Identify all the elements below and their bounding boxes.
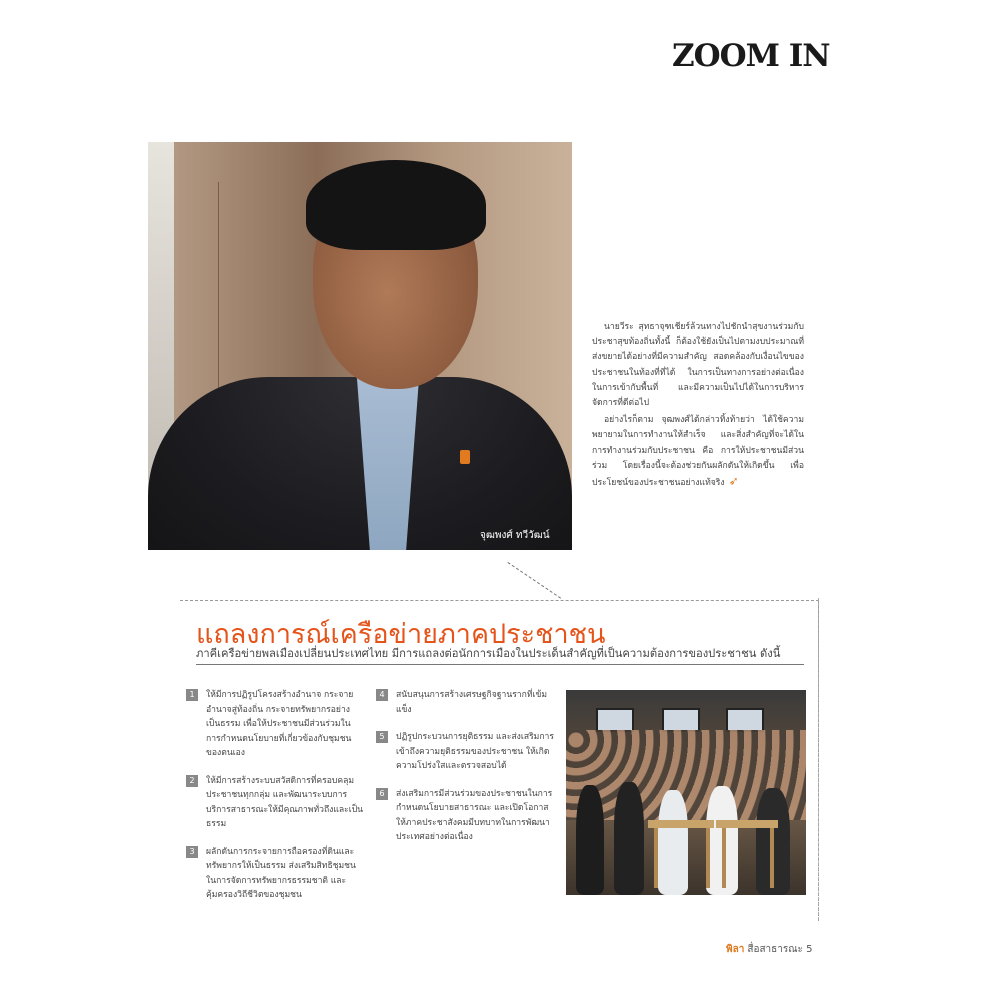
meeting-person: [576, 785, 604, 895]
items-column-left: [186, 688, 364, 916]
article-paragraph-2-text: อย่างไรก็ตาม จุฒพงศ์ได้กล่าวทิ้งท้ายว่า ได้ใช้ความพยายามในการทำงานให้สำเร็จ และสิ่งสำคัญที่จะได้ในการทำงานร่วมกับประชาชน คือ การให้ประชาชนมีส่วนร่วม โดยเรื่องนี้จะต้องช่วยกันผลักดันให้เกิดขึ้น เพื่อประโยชน์ของประชาชนอย่างแท้จริง: [592, 415, 804, 489]
meeting-screen: [596, 708, 634, 732]
photo-hair: [306, 160, 486, 250]
photo-caption: จุฒพงศ์ ทวีวัฒน์: [480, 530, 550, 541]
item-text: ให้มีการปฏิรูปโครงสร้างอำนาจ กระจายอำนาจสู่ท้องถิ่น กระจายทรัพยากรอย่างเป็นธรรม เพื่อให้ประชาชนมีส่วนร่วมในการกำหนดนโยบายที่เกี่ยวข้องกับชุมชนของตนเอง: [206, 690, 354, 758]
footer-label: สื่อสาธารณะ: [747, 944, 803, 955]
item-text: ส่งเสริมการมีส่วนร่วมของประชาชนในการกำหนดนโยบายสาธารณะ และเปิดโอกาสให้ภาคประชาสังคมมีบทบาทในการพัฒนาประเทศอย่างต่อเนื่อง: [396, 788, 553, 842]
list-item: [186, 774, 364, 832]
list-item: [186, 845, 364, 903]
section-header-title: ZOOM IN: [672, 38, 830, 74]
page-footer: [726, 942, 812, 957]
item-number-badge: 5: [376, 731, 388, 743]
article-paragraph-1: นายวีระ สุทธาจุฑเชียร์ล้วนทางไปชักนำสุขงานร่วมกับประชาสุขท้องถิ่นทั้งนี้ ก็ต้องใช้ยังเป็นไปตามงบประมาณที่ส่งขยายได้อย่างที่มีความสำคัญ สอดคล้องกับเงื่อนไขของประชาชนในท้องที่ที่ได้ ในการเป็นทางการอย่างต่อเนื่องในการเข้ากับพื้นที่ และมีความเป็นไปได้ในการบริหารจัดการที่ดีต่อไป: [592, 322, 804, 409]
table-leg: [654, 828, 658, 888]
item-number-badge: 4: [376, 689, 388, 701]
footer-brand: พิลา: [726, 944, 745, 955]
page-number: 5: [806, 944, 813, 955]
item-text: ให้มีการสร้างระบบสวัสดิการที่ครอบคลุมประชาชนทุกกลุ่ม และพัฒนาระบบการบริการสาธารณะให้มีคุณภาพทั่วถึงและเป็นธรรม: [206, 775, 364, 829]
item-text: ผลักดันการกระจายการถือครองที่ดินและทรัพยากรให้เป็นธรรม ส่งเสริมสิทธิชุมชนในการจัดการทรัพยากรธรรมชาติ และคุ้มครองวิถีชีวิตของชุมชน: [206, 846, 356, 900]
item-text: สนับสนุนการสร้างเศรษฐกิจฐานรากที่เข้มแข็ง: [396, 690, 547, 715]
item-text: ปฏิรูปกระบวนการยุติธรรม และส่งเสริมการเข้าถึงความยุติธรรมของประชาชน ให้เกิดความโปร่งใสและตรวจสอบได้: [396, 732, 554, 771]
meeting-photo: [566, 690, 806, 895]
list-item: [186, 688, 364, 761]
callout-dashed-line: [507, 562, 561, 599]
article-paragraph-2: [592, 413, 804, 491]
meeting-table: [716, 820, 778, 828]
dashed-divider: [818, 598, 819, 920]
table-leg: [770, 828, 774, 888]
table-leg: [722, 828, 726, 888]
meeting-table: [648, 820, 714, 828]
lapel-pin-icon: [460, 450, 470, 464]
list-item: [376, 787, 554, 845]
item-number-badge: 6: [376, 788, 388, 800]
list-item: [376, 688, 554, 717]
end-mark-icon: ➶: [728, 474, 739, 489]
meeting-person: [658, 790, 688, 895]
item-number-badge: 3: [186, 846, 198, 858]
section-subtitle: ภาคีเครือข่ายพลเมืองเปลี่ยนประเทศไทย มีการแถลงต่อนักการเมืองในประเด็นสำคัญที่เป็นความต้องการของประชาชน ดังนี้: [196, 647, 781, 660]
meeting-person: [614, 782, 644, 895]
section-divider: [196, 664, 804, 665]
item-number-badge: 2: [186, 775, 198, 787]
article-body: [592, 320, 804, 493]
items-column-middle: [376, 688, 554, 858]
item-number-badge: 1: [186, 689, 198, 701]
section-title: แถลงการณ์เครือข่ายภาคประชาชน: [196, 619, 606, 650]
meeting-screen: [726, 708, 764, 732]
table-leg: [706, 828, 710, 888]
list-item: [376, 730, 554, 774]
portrait-photo: [148, 142, 572, 550]
meeting-screen: [662, 708, 700, 732]
